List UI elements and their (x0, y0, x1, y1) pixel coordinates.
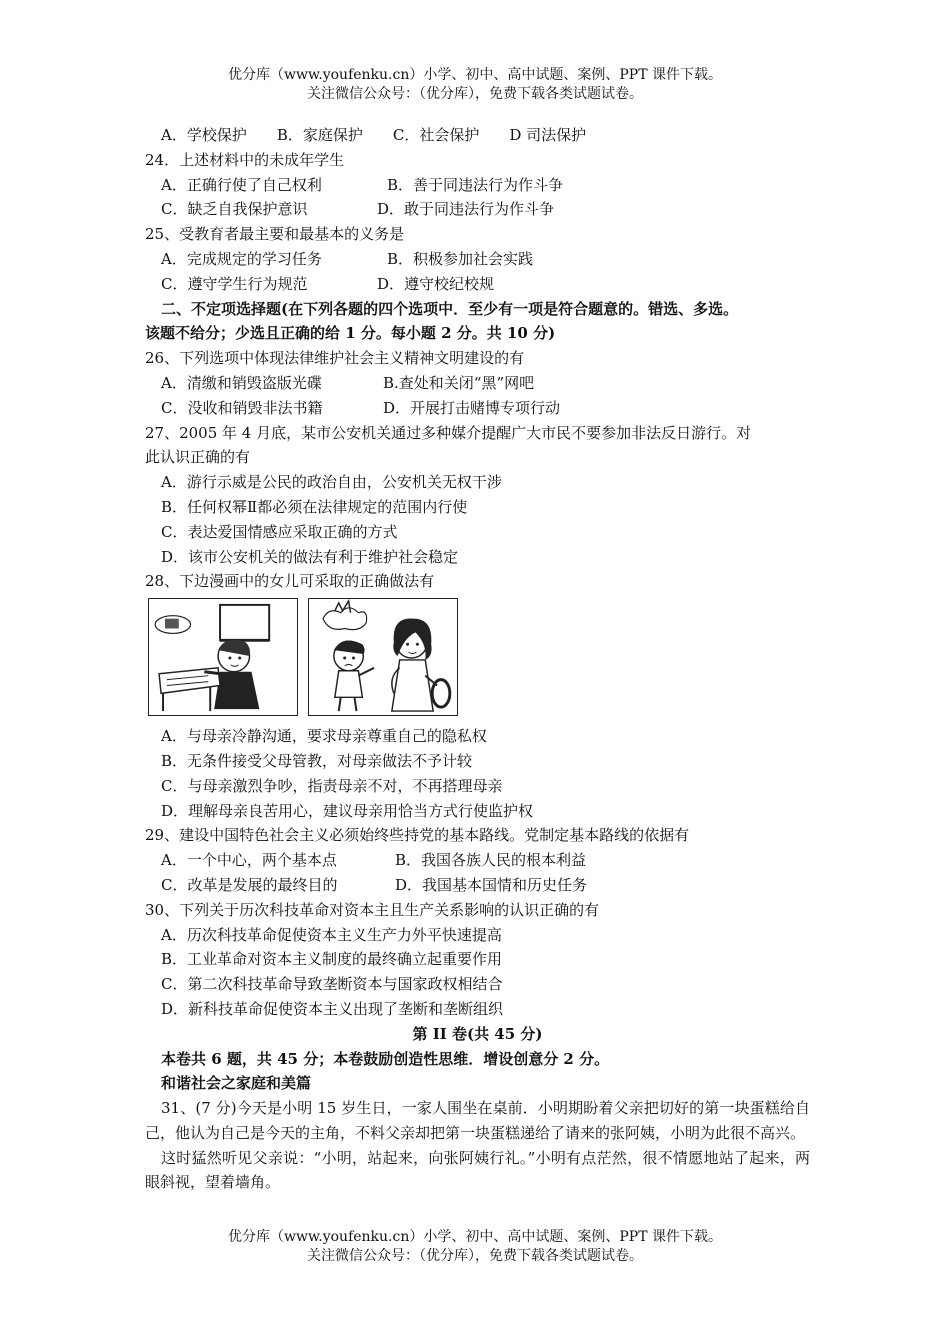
q26-option-d: D．开展打击赌博专项行动 (383, 398, 561, 417)
q27-option-a: A．游行示威是公民的政治自由，公安机关无权干涉 (161, 473, 502, 492)
q31-paragraph-2: 这时猛然听见父亲说：“小明，站起来，向张阿姨行礼。”小明有点茫然，很不情愿地站了起来，两眼斜视，望着墙角。 (145, 1148, 810, 1192)
q25-option-a: A．完成规定的学习任务 (161, 249, 322, 268)
q29-option-a: A．一个中心，两个基本点 (161, 851, 337, 870)
section-2-heading-line-2: 该题不给分；少选且正确的给 1 分。每小题 2 分。共 10 分) (145, 324, 556, 343)
q28-option-d: D．理解母亲良苦用心，建议母亲用恰当方式行使监护权 (161, 801, 534, 820)
q24-options-row-1 (145, 173, 810, 198)
q30-option-d: D．新科技革命促使资本主义出现了垄断和垄断组织 (161, 999, 504, 1018)
q23-options (145, 123, 810, 148)
q24-options-row-2 (145, 197, 810, 222)
q30-option-a: A．历次科技革命促使资本主义生产力外平快速提高 (161, 925, 502, 944)
q29-stem: 29、建设中国特色社会主义必须始终些持党的基本路线。党制定基本路线的依据有 (145, 826, 690, 845)
q24-stem: 24．上述材料中的未成年学生 (145, 150, 345, 169)
q27-stem-line-2: 此认识正确的有 (145, 448, 251, 467)
q25-option-d: D．遵守校纪校规 (377, 274, 495, 293)
header-line-1: 优分库（www.youfenku.cn）小学、初中、高中试题、案例、PPT 课件下载。 (227, 67, 722, 83)
part-2-subtitle: 和谐社会之家庭和美篇 (161, 1074, 312, 1093)
comic-daughter-angry-illustration (309, 599, 457, 715)
q26-options-row-1 (145, 371, 810, 396)
q26-stem: 26、下列选项中体现法律维护社会主义精神文明建设的有 (145, 349, 525, 368)
q28-option-b: B．无条件接受父母管教，对母亲做法不予计较 (161, 751, 473, 770)
q29-options-row-1 (145, 848, 810, 873)
q29-option-c: C．改革是发展的最终目的 (161, 875, 338, 894)
header-line-2: 关注微信公众号：（优分库），免费下载各类试题试卷。 (307, 86, 643, 102)
q29-option-b: B．我国各族人民的根本利益 (395, 851, 587, 870)
q30-option-b: B．工业革命对资本主义制度的最终确立起重要作用 (161, 950, 503, 969)
q31-paragraph-1: 31、(7 分)今天是小明 15 岁生日，一家人围坐在桌前．小明期盼着父亲把切好的第一块蛋糕给自己，他认为自己是今天的主角，不料父亲却把第一块蛋糕递给了请来的张阿姨，小明为此很不高兴。 (145, 1099, 810, 1142)
q29-options-row-2 (145, 873, 810, 898)
q25-options-row-1 (145, 247, 810, 272)
q25-option-c: C．遵守学生行为规范 (161, 274, 308, 293)
q27-option-d: D．该市公安机关的做法有利于维护社会稳定 (161, 547, 459, 566)
q24-option-d: D．敢于同违法行为作斗争 (377, 200, 555, 219)
comic-mother-reading-diary-illustration (149, 599, 297, 715)
q26-options-row-2 (145, 396, 810, 421)
q26-option-c: C．没收和销毁非法书籍 (161, 398, 323, 417)
q24-option-b: B．善于同违法行为作斗争 (387, 175, 564, 194)
q28-option-c: C．与母亲激烈争吵，指责母亲不对，不再搭理母亲 (161, 776, 503, 795)
section-2-heading-line-1: 二、不定项选择题(在下列各题的四个选项中．至少有一项是符合题意的。错选、多选。 (161, 299, 739, 318)
footer-line-1: 优分库（www.youfenku.cn）小学、初中、高中试题、案例、PPT 课件下载。 (227, 1229, 722, 1245)
q26-option-a: A．清缴和销毁盗版光碟 (161, 373, 322, 392)
q30-option-c: C．第二次科技革命导致垄断资本与国家政权相结合 (161, 975, 503, 994)
page-footer (0, 1228, 950, 1266)
q25-options-row-2 (145, 272, 810, 297)
footer-line-2: 关注微信公众号：（优分库），免费下载各类试题试卷。 (307, 1248, 643, 1264)
q27-stem-line-1: 27、2005 年 4 月底，某市公安机关通过多种媒介提醒广大市民不要参加非法反日游行。对 (145, 423, 752, 442)
part-2-note: 本卷共 6 题，共 45 分；本卷鼓励创造性思维．增设创意分 2 分。 (161, 1049, 610, 1068)
q25-option-b: B．积极参加社会实践 (387, 249, 534, 268)
q30-stem: 30、下列关于历次科技革命对资本主且生产关系影响的认识正确的有 (145, 900, 600, 919)
q28-option-a: A．与母亲冷静沟通，要求母亲尊重自己的隐私权 (161, 727, 487, 746)
page-header (0, 66, 950, 104)
comic-panel-2 (308, 598, 458, 716)
q23-option-c: C．社会保护 (392, 126, 480, 144)
q23-option-a: A．学校保护 (161, 126, 247, 144)
part-2-title: 第 II 卷(共 45 分) (412, 1024, 543, 1043)
q26-option-b: B.查处和关闭“黑”网吧 (383, 373, 535, 392)
q23-option-b: B．家庭保护 (276, 126, 363, 144)
q27-option-b: B．任何权幂Ⅱ都必须在法律规定的范围内行使 (161, 497, 468, 516)
q28-stem: 28、下边漫画中的女儿可采取的正确做法有 (145, 572, 435, 591)
q28-comic (148, 598, 810, 718)
q29-option-d: D．我国基本国情和历史任务 (395, 875, 588, 894)
comic-panel-1 (148, 598, 298, 716)
q27-option-c: C．表达爱国情感应采取正确的方式 (161, 522, 398, 541)
document-body (145, 123, 810, 1195)
q25-stem: 25、受教育者最主要和最基本的义务是 (145, 225, 405, 244)
q23-option-d: D 司法保护 (509, 126, 587, 144)
q24-option-c: C．缺乏自我保护意识 (161, 200, 308, 219)
q24-option-a: A．正确行使了自己权利 (161, 175, 322, 194)
